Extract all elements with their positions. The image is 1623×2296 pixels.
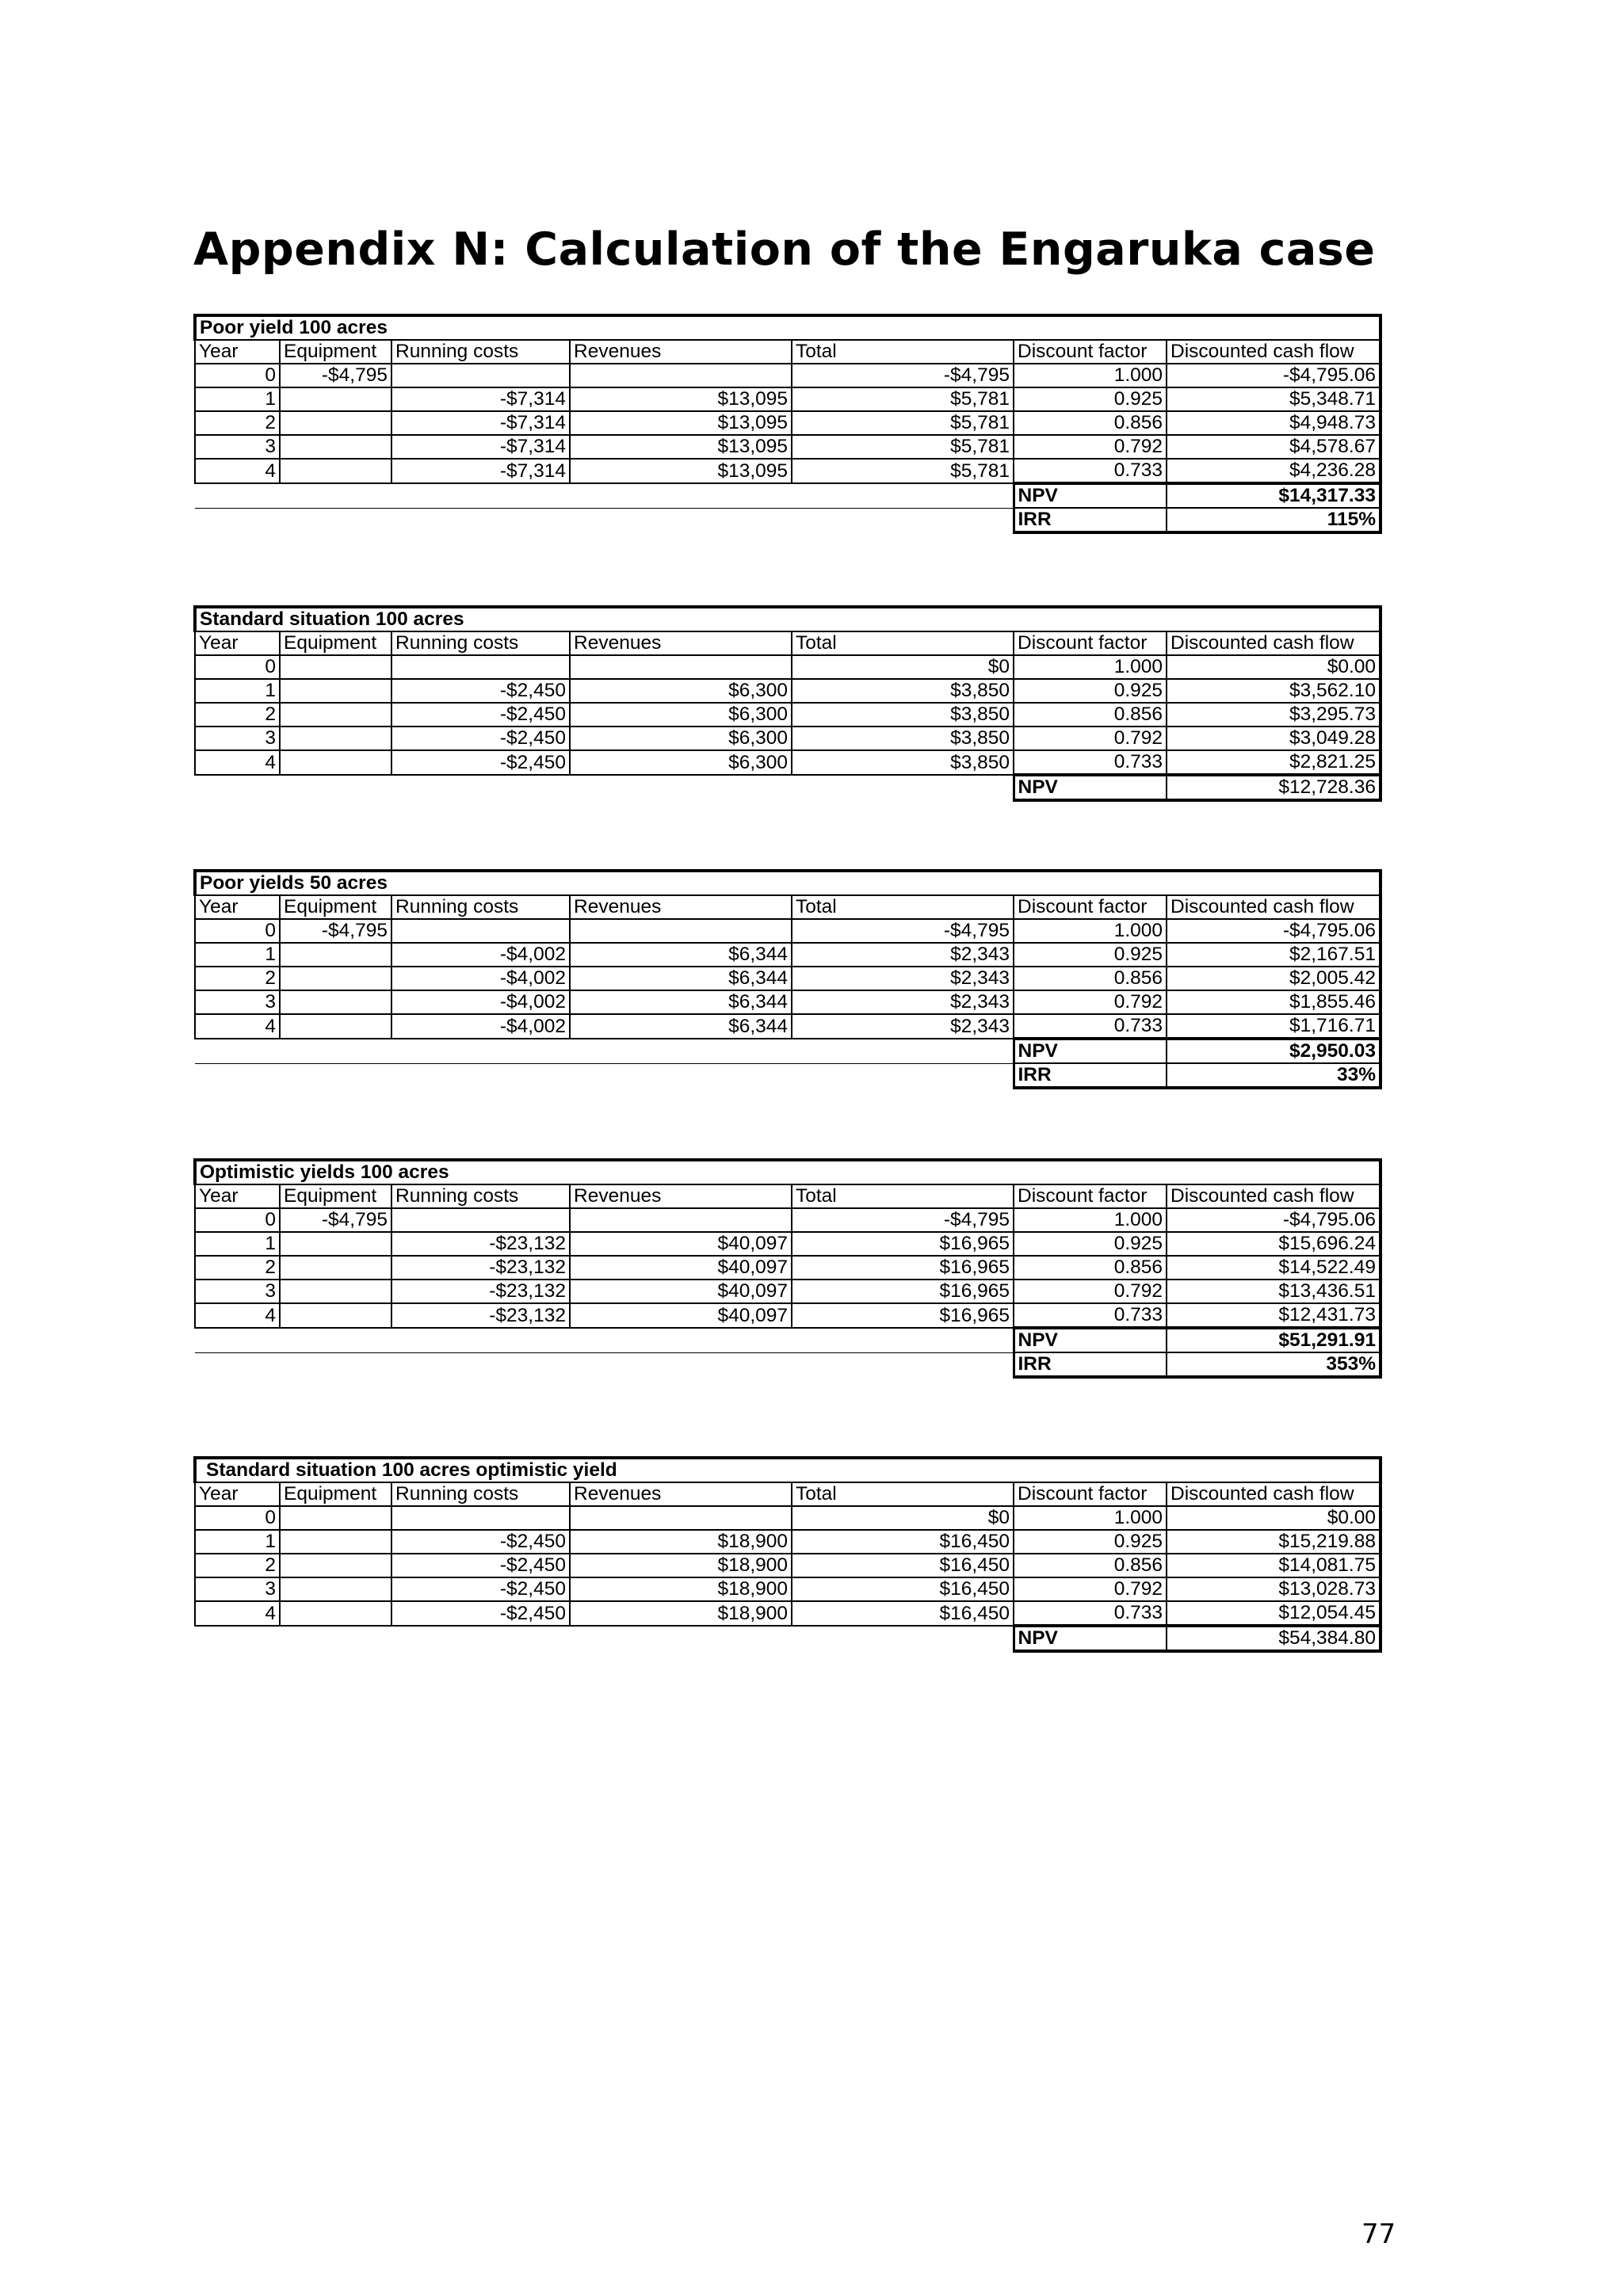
cell-revenues [570, 655, 792, 679]
cell-running-costs: -$4,002 [391, 967, 570, 990]
cell-running-costs: -$23,132 [391, 1232, 570, 1256]
cell-equipment [280, 459, 391, 483]
cell-discount-factor: 0.792 [1014, 990, 1167, 1014]
cell-discount-factor: 1.000 [1014, 1208, 1167, 1232]
header-revenues: Revenues [570, 631, 792, 655]
cell-discount-factor: 1.000 [1014, 1506, 1167, 1530]
cell-discount-factor: 0.856 [1014, 411, 1167, 435]
table-row [195, 679, 1381, 703]
cell-year: 1 [195, 679, 280, 703]
cell-running-costs: -$2,450 [391, 679, 570, 703]
cell-discounted-cash-flow: $14,522.49 [1167, 1256, 1381, 1280]
cell-discount-factor: 0.792 [1014, 435, 1167, 459]
header-discounted-cash-flow: Discounted cash flow [1167, 895, 1381, 919]
cell-year: 2 [195, 1256, 280, 1280]
cell-year: 3 [195, 990, 280, 1014]
cell-discount-factor: 1.000 [1014, 655, 1167, 679]
cell-year: 2 [195, 967, 280, 990]
cell-equipment [280, 1280, 391, 1303]
cell-year: 0 [195, 919, 280, 943]
npv-label: NPV [1014, 775, 1167, 800]
header-running-costs: Running costs [391, 895, 570, 919]
cell-running-costs: -$2,450 [391, 1554, 570, 1577]
table-row [195, 990, 1381, 1014]
cell-discounted-cash-flow: $2,167.51 [1167, 943, 1381, 967]
cell-revenues: $6,344 [570, 967, 792, 990]
cell-discount-factor: 0.856 [1014, 1256, 1167, 1280]
header-running-costs: Running costs [391, 1482, 570, 1506]
cell-equipment: -$4,795 [280, 364, 391, 387]
cell-year: 2 [195, 411, 280, 435]
header-total: Total [792, 1482, 1014, 1506]
header-equipment: Equipment [280, 1184, 391, 1208]
header-discount-factor: Discount factor [1014, 340, 1167, 364]
cell-discount-factor: 0.925 [1014, 1232, 1167, 1256]
cell-year: 0 [195, 364, 280, 387]
cell-running-costs: -$7,314 [391, 411, 570, 435]
cell-revenues: $13,095 [570, 387, 792, 411]
cell-year: 1 [195, 1530, 280, 1554]
table-row [195, 1232, 1381, 1256]
cell-revenues: $6,300 [570, 703, 792, 727]
table-row [195, 919, 1381, 943]
cell-equipment [280, 1554, 391, 1577]
cell-year: 0 [195, 655, 280, 679]
cell-total: $3,850 [792, 750, 1014, 775]
cell-running-costs: -$7,314 [391, 459, 570, 483]
cell-total: $3,850 [792, 727, 1014, 750]
cell-running-costs [391, 1506, 570, 1530]
cell-running-costs: -$2,450 [391, 1530, 570, 1554]
table-poor-yield-100-acres [193, 314, 1382, 534]
table-poor-yields-50-acres [193, 869, 1382, 1089]
cell-equipment [280, 655, 391, 679]
cell-discounted-cash-flow: $13,028.73 [1167, 1577, 1381, 1601]
cell-total: $5,781 [792, 387, 1014, 411]
cell-equipment [280, 435, 391, 459]
header-discount-factor: Discount factor [1014, 1482, 1167, 1506]
cell-discounted-cash-flow: $4,236.28 [1167, 459, 1381, 483]
cell-running-costs [391, 919, 570, 943]
cell-year: 0 [195, 1208, 280, 1232]
cell-revenues: $6,344 [570, 943, 792, 967]
table-row [195, 1280, 1381, 1303]
cell-discount-factor: 0.792 [1014, 1280, 1167, 1303]
table-optimistic-yields-100-acres [193, 1158, 1382, 1379]
cell-discounted-cash-flow: $1,716.71 [1167, 1014, 1381, 1039]
cell-discount-factor: 0.925 [1014, 679, 1167, 703]
cell-running-costs: -$23,132 [391, 1303, 570, 1328]
header-discounted-cash-flow: Discounted cash flow [1167, 631, 1381, 655]
cell-discounted-cash-flow: $15,219.88 [1167, 1530, 1381, 1554]
table-title: Poor yields 50 acres [195, 871, 1381, 895]
cell-revenues: $6,300 [570, 679, 792, 703]
cell-running-costs: -$7,314 [391, 387, 570, 411]
cell-discounted-cash-flow: -$4,795.06 [1167, 919, 1381, 943]
header-revenues: Revenues [570, 340, 792, 364]
cell-discount-factor: 0.856 [1014, 1554, 1167, 1577]
cell-equipment [280, 1601, 391, 1626]
cell-year: 4 [195, 459, 280, 483]
header-discounted-cash-flow: Discounted cash flow [1167, 1184, 1381, 1208]
header-total: Total [792, 631, 1014, 655]
cell-equipment [280, 750, 391, 775]
table-standard-situation-optimistic-yield [193, 1456, 1382, 1653]
cell-discount-factor: 0.733 [1014, 750, 1167, 775]
cell-year: 1 [195, 387, 280, 411]
cell-year: 3 [195, 1280, 280, 1303]
cell-equipment [280, 1014, 391, 1039]
header-discount-factor: Discount factor [1014, 631, 1167, 655]
header-revenues: Revenues [570, 895, 792, 919]
cell-year: 3 [195, 435, 280, 459]
cell-revenues: $40,097 [570, 1303, 792, 1328]
cell-running-costs: -$7,314 [391, 435, 570, 459]
table-row [195, 387, 1381, 411]
cell-discounted-cash-flow: $12,054.45 [1167, 1601, 1381, 1626]
cell-year: 4 [195, 1303, 280, 1328]
cell-running-costs: -$4,002 [391, 943, 570, 967]
cell-discounted-cash-flow: $4,948.73 [1167, 411, 1381, 435]
table-row [195, 1256, 1381, 1280]
cell-revenues: $6,300 [570, 750, 792, 775]
header-revenues: Revenues [570, 1184, 792, 1208]
cell-running-costs [391, 655, 570, 679]
cell-revenues: $6,300 [570, 727, 792, 750]
cell-total: $5,781 [792, 459, 1014, 483]
cell-running-costs: -$2,450 [391, 750, 570, 775]
cell-year: 2 [195, 1554, 280, 1577]
cell-running-costs: -$2,450 [391, 727, 570, 750]
cell-total: -$4,795 [792, 1208, 1014, 1232]
npv-label: NPV [1014, 1328, 1167, 1352]
cell-total: $2,343 [792, 990, 1014, 1014]
table-row [195, 364, 1381, 387]
npv-label: NPV [1014, 1039, 1167, 1063]
cell-total: $2,343 [792, 943, 1014, 967]
cell-year: 2 [195, 703, 280, 727]
table-title: Standard situation 100 acres optimistic yield [195, 1458, 1381, 1482]
cell-running-costs: -$23,132 [391, 1256, 570, 1280]
cell-total: $16,450 [792, 1601, 1014, 1626]
cell-equipment [280, 1232, 391, 1256]
npv-value: $2,950.03 [1167, 1039, 1381, 1063]
cell-total: $3,850 [792, 703, 1014, 727]
cell-total: $16,450 [792, 1530, 1014, 1554]
cell-discount-factor: 0.856 [1014, 967, 1167, 990]
cell-discount-factor: 0.733 [1014, 1014, 1167, 1039]
cell-revenues: $6,344 [570, 990, 792, 1014]
cell-year: 3 [195, 727, 280, 750]
header-year: Year [195, 1184, 280, 1208]
table-row [195, 1554, 1381, 1577]
cell-total: $3,850 [792, 679, 1014, 703]
cell-year: 4 [195, 1601, 280, 1626]
table-row [195, 1014, 1381, 1039]
cell-discount-factor: 0.733 [1014, 459, 1167, 483]
cell-revenues: $18,900 [570, 1601, 792, 1626]
cell-running-costs: -$23,132 [391, 1280, 570, 1303]
cell-total: $2,343 [792, 1014, 1014, 1039]
cell-equipment: -$4,795 [280, 1208, 391, 1232]
table-row [195, 1208, 1381, 1232]
npv-value: $12,728.36 [1167, 775, 1381, 800]
cell-discounted-cash-flow: $14,081.75 [1167, 1554, 1381, 1577]
cell-equipment [280, 387, 391, 411]
cell-discounted-cash-flow: $0.00 [1167, 1506, 1381, 1530]
irr-value: 115% [1167, 508, 1381, 532]
cell-revenues: $18,900 [570, 1554, 792, 1577]
cell-revenues: $40,097 [570, 1280, 792, 1303]
table-row [195, 943, 1381, 967]
table-row [195, 703, 1381, 727]
cell-equipment: -$4,795 [280, 919, 391, 943]
cell-equipment [280, 1530, 391, 1554]
cell-equipment [280, 1577, 391, 1601]
cell-running-costs [391, 1208, 570, 1232]
header-year: Year [195, 895, 280, 919]
irr-value: 353% [1167, 1352, 1381, 1377]
cell-discount-factor: 0.733 [1014, 1303, 1167, 1328]
cell-year: 4 [195, 750, 280, 775]
cell-year: 1 [195, 943, 280, 967]
cell-total: $5,781 [792, 411, 1014, 435]
cell-revenues [570, 364, 792, 387]
header-discounted-cash-flow: Discounted cash flow [1167, 340, 1381, 364]
cell-total: $16,965 [792, 1280, 1014, 1303]
table-row [195, 459, 1381, 483]
cell-equipment [280, 411, 391, 435]
cell-running-costs [391, 364, 570, 387]
cell-equipment [280, 1506, 391, 1530]
header-year: Year [195, 340, 280, 364]
cell-revenues: $40,097 [570, 1232, 792, 1256]
cell-revenues: $13,095 [570, 411, 792, 435]
cell-discount-factor: 1.000 [1014, 919, 1167, 943]
cell-discounted-cash-flow: $15,696.24 [1167, 1232, 1381, 1256]
table-title: Poor yield 100 acres [195, 315, 1381, 340]
cell-total: $16,965 [792, 1256, 1014, 1280]
table-title: Optimistic yields 100 acres [195, 1160, 1381, 1184]
cell-revenues: $18,900 [570, 1577, 792, 1601]
cell-running-costs: -$2,450 [391, 1577, 570, 1601]
cell-year: 4 [195, 1014, 280, 1039]
header-equipment: Equipment [280, 631, 391, 655]
irr-label: IRR [1014, 1063, 1167, 1088]
header-equipment: Equipment [280, 895, 391, 919]
cell-discounted-cash-flow: $2,005.42 [1167, 967, 1381, 990]
cell-discounted-cash-flow: $4,578.67 [1167, 435, 1381, 459]
cell-year: 1 [195, 1232, 280, 1256]
npv-value: $54,384.80 [1167, 1626, 1381, 1651]
header-equipment: Equipment [280, 1482, 391, 1506]
header-running-costs: Running costs [391, 631, 570, 655]
cell-total: $0 [792, 1506, 1014, 1530]
cell-discount-factor: 0.856 [1014, 703, 1167, 727]
npv-label: NPV [1014, 1626, 1167, 1651]
header-discount-factor: Discount factor [1014, 895, 1167, 919]
table-row [195, 435, 1381, 459]
cell-equipment [280, 727, 391, 750]
cell-revenues: $13,095 [570, 435, 792, 459]
table-title: Standard situation 100 acres [195, 607, 1381, 631]
cell-discounted-cash-flow: $3,562.10 [1167, 679, 1381, 703]
header-total: Total [792, 895, 1014, 919]
cell-total: -$4,795 [792, 364, 1014, 387]
table-row [195, 1303, 1381, 1328]
header-discount-factor: Discount factor [1014, 1184, 1167, 1208]
cell-discounted-cash-flow: $3,049.28 [1167, 727, 1381, 750]
table-row [195, 1601, 1381, 1626]
cell-running-costs: -$4,002 [391, 990, 570, 1014]
cell-discount-factor: 0.733 [1014, 1601, 1167, 1626]
cell-total: $16,965 [792, 1303, 1014, 1328]
cell-equipment [280, 703, 391, 727]
cell-revenues: $18,900 [570, 1530, 792, 1554]
table-row [195, 655, 1381, 679]
cell-equipment [280, 1256, 391, 1280]
header-running-costs: Running costs [391, 1184, 570, 1208]
cell-revenues: $40,097 [570, 1256, 792, 1280]
cell-discounted-cash-flow: $1,855.46 [1167, 990, 1381, 1014]
table-row [195, 1577, 1381, 1601]
header-revenues: Revenues [570, 1482, 792, 1506]
cell-total: $5,781 [792, 435, 1014, 459]
header-year: Year [195, 631, 280, 655]
cell-equipment [280, 967, 391, 990]
cell-equipment [280, 990, 391, 1014]
cell-revenues [570, 1208, 792, 1232]
cell-year: 3 [195, 1577, 280, 1601]
header-total: Total [792, 1184, 1014, 1208]
header-discounted-cash-flow: Discounted cash flow [1167, 1482, 1381, 1506]
cell-year: 0 [195, 1506, 280, 1530]
cell-revenues [570, 1506, 792, 1530]
cell-revenues: $13,095 [570, 459, 792, 483]
cell-revenues: $6,344 [570, 1014, 792, 1039]
cell-discounted-cash-flow: -$4,795.06 [1167, 1208, 1381, 1232]
npv-value: $14,317.33 [1167, 483, 1381, 508]
cell-total: $2,343 [792, 967, 1014, 990]
cell-discount-factor: 0.925 [1014, 943, 1167, 967]
cell-equipment [280, 1303, 391, 1328]
irr-value: 33% [1167, 1063, 1381, 1088]
cell-discount-factor: 0.792 [1014, 727, 1167, 750]
npv-value: $51,291.91 [1167, 1328, 1381, 1352]
cell-revenues [570, 919, 792, 943]
cell-discounted-cash-flow: $0.00 [1167, 655, 1381, 679]
table-row [195, 1530, 1381, 1554]
table-row [195, 727, 1381, 750]
page-title: Appendix N: Calculation of the Engaruka case [193, 223, 1376, 276]
cell-running-costs: -$2,450 [391, 703, 570, 727]
header-equipment: Equipment [280, 340, 391, 364]
cell-total: $16,450 [792, 1554, 1014, 1577]
table-row [195, 750, 1381, 775]
irr-label: IRR [1014, 508, 1167, 532]
cell-total: $16,450 [792, 1577, 1014, 1601]
irr-label: IRR [1014, 1352, 1167, 1377]
cell-discounted-cash-flow: $5,348.71 [1167, 387, 1381, 411]
npv-label: NPV [1014, 483, 1167, 508]
cell-discounted-cash-flow: -$4,795.06 [1167, 364, 1381, 387]
table-row [195, 1506, 1381, 1530]
cell-discounted-cash-flow: $2,821.25 [1167, 750, 1381, 775]
cell-total: $0 [792, 655, 1014, 679]
page-number: 77 [1361, 2218, 1396, 2250]
cell-running-costs: -$2,450 [391, 1601, 570, 1626]
table-standard-situation-100-acres [193, 605, 1382, 802]
header-total: Total [792, 340, 1014, 364]
cell-equipment [280, 943, 391, 967]
cell-discount-factor: 0.925 [1014, 1530, 1167, 1554]
header-year: Year [195, 1482, 280, 1506]
cell-discounted-cash-flow: $3,295.73 [1167, 703, 1381, 727]
cell-total: -$4,795 [792, 919, 1014, 943]
cell-discount-factor: 1.000 [1014, 364, 1167, 387]
header-running-costs: Running costs [391, 340, 570, 364]
cell-discount-factor: 0.925 [1014, 387, 1167, 411]
cell-running-costs: -$4,002 [391, 1014, 570, 1039]
cell-discounted-cash-flow: $13,436.51 [1167, 1280, 1381, 1303]
table-row [195, 967, 1381, 990]
cell-total: $16,965 [792, 1232, 1014, 1256]
table-row [195, 411, 1381, 435]
cell-discount-factor: 0.792 [1014, 1577, 1167, 1601]
cell-equipment [280, 679, 391, 703]
cell-discounted-cash-flow: $12,431.73 [1167, 1303, 1381, 1328]
